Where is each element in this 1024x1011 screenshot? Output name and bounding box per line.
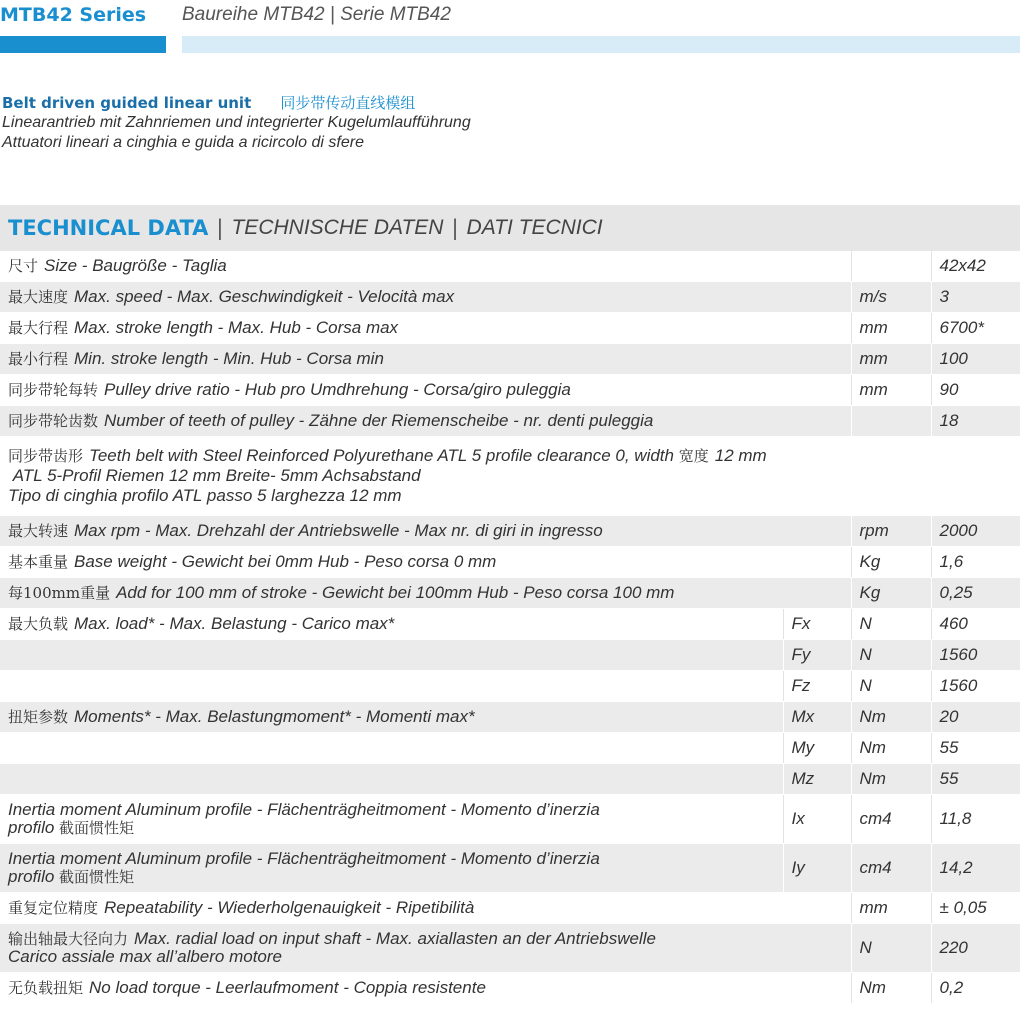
row-symbol: Ix — [783, 795, 851, 844]
row-unit: mm — [851, 893, 931, 924]
row-label-cn: 重复定位精度 — [8, 899, 99, 917]
description-line-it: Attuatori lineari a cinghia e guida a ricircolo di sfere — [2, 134, 364, 151]
row-value: 55 — [931, 733, 1020, 764]
row-label-cn: 最大速度 — [8, 288, 69, 306]
row-label-cn: 扭矩参数 — [8, 708, 69, 726]
row-unit: mm — [851, 375, 931, 406]
belt-row — [0, 437, 1020, 516]
row-symbol: My — [783, 733, 851, 764]
row-label: Add for 100 mm of stroke - Gewicht bei 100mm Hub - Peso corsa 100 mm — [116, 583, 675, 602]
row-unit: Kg — [851, 547, 931, 578]
table-row — [0, 344, 1020, 375]
inertia-label-cn: 截面惯性矩 — [59, 868, 135, 886]
belt-label-cn: 同步带齿形 — [8, 447, 84, 465]
row-value: 3 — [931, 282, 1020, 313]
heading-en: TECHNICAL DATA — [8, 216, 209, 240]
row-unit — [851, 406, 931, 437]
row-value: 0,25 — [931, 578, 1020, 609]
row-unit: Nm — [851, 764, 931, 795]
table-row — [0, 795, 1020, 844]
product-description — [2, 92, 471, 153]
row-symbol: Iy — [783, 844, 851, 893]
row-unit: N — [851, 924, 931, 973]
row-label-cn: 同步带轮齿数 — [8, 412, 99, 430]
row-label: Moments* - Max. Belastungmoment* - Momenti max* — [74, 707, 475, 726]
row-label: Max. radial load on input shaft - Max. axiallasten an der Antriebswelle — [134, 929, 656, 948]
row-value: 100 — [931, 344, 1020, 375]
row-label: Size - Baugröße - Taglia — [44, 256, 227, 275]
row-unit: m/s — [851, 282, 931, 313]
row-value: 1560 — [931, 640, 1020, 671]
inertia-label: Inertia moment Aluminum profile - Flächenträgheitmoment - Momento d’inerzia — [8, 849, 600, 868]
belt-line-2: ATL 5-Profil Riemen 12 mm Breite- 5mm Achsabstand — [12, 466, 421, 485]
row-unit — [851, 251, 931, 282]
row-label: Pulley drive ratio - Hub pro Umdhrehung - Corsa/giro puleggia — [104, 380, 571, 399]
table-row — [0, 764, 1020, 795]
row-unit: N — [851, 609, 931, 640]
row-value: 460 — [931, 609, 1020, 640]
row-label: Min. stroke length - Min. Hub - Corsa min — [74, 349, 384, 368]
row-label: Max. speed - Max. Geschwindigkeit - Velocità max — [74, 287, 455, 306]
inertia-label-cn: 截面惯性矩 — [59, 819, 135, 837]
row-value: 55 — [931, 764, 1020, 795]
row-label-cn: 基本重量 — [8, 553, 69, 571]
row-label-cn: 每100mm重量 — [8, 584, 111, 602]
row-symbol: Mz — [783, 764, 851, 795]
header-bar-light — [182, 36, 1020, 53]
row-symbol: Fy — [783, 640, 851, 671]
table-row — [0, 973, 1020, 1004]
header-bar-accent — [0, 36, 166, 53]
belt-width-cn: 宽度 — [678, 447, 709, 465]
spec-table — [0, 251, 1020, 1004]
row-unit: Nm — [851, 973, 931, 1004]
row-unit: mm — [851, 313, 931, 344]
row-symbol: Mx — [783, 702, 851, 733]
table-row — [0, 313, 1020, 344]
row-value: 14,2 — [931, 844, 1020, 893]
row-label: No load torque - Leerlaufmoment - Coppia resistente — [89, 978, 486, 997]
row-label: Max. load* - Max. Belastung - Carico max* — [74, 614, 395, 633]
table-row — [0, 547, 1020, 578]
row-value: 20 — [931, 702, 1020, 733]
row-label-cn: 输出轴最大径向力 — [8, 930, 129, 948]
row-label-cn: 最大负载 — [8, 615, 69, 633]
row-label: Repeatability - Wiederholgenauigkeit - Ripetibilità — [104, 898, 475, 917]
technical-data-table — [0, 205, 1020, 1004]
row-label-cn: 同步带轮每转 — [8, 381, 99, 399]
row-value: 1560 — [931, 671, 1020, 702]
row-unit: N — [851, 671, 931, 702]
table-row — [0, 406, 1020, 437]
technical-data-heading — [0, 205, 1020, 251]
row-value: ± 0,05 — [931, 893, 1020, 924]
row-unit: Nm — [851, 733, 931, 764]
row-unit: N — [851, 640, 931, 671]
row-unit: rpm — [851, 516, 931, 547]
row-unit: cm4 — [851, 844, 931, 893]
row-value: 42x42 — [931, 251, 1020, 282]
row-value: 2000 — [931, 516, 1020, 547]
table-row — [0, 609, 1020, 640]
inertia-label-2: profilo — [8, 867, 55, 886]
table-row — [0, 671, 1020, 702]
table-row — [0, 578, 1020, 609]
row-label: Base weight - Gewicht bei 0mm Hub - Peso corsa 0 mm — [74, 552, 497, 571]
header — [0, 0, 1024, 60]
row-label-cn: 最小行程 — [8, 350, 69, 368]
heading-separator: | — [451, 216, 459, 240]
row-symbol: Fz — [783, 671, 851, 702]
table-row — [0, 844, 1020, 893]
row-unit: mm — [851, 344, 931, 375]
belt-line-1: Teeth belt with Steel Reinforced Polyurethane ATL 5 profile clearance 0, width — [89, 446, 674, 465]
table-row — [0, 251, 1020, 282]
row-value: 0,2 — [931, 973, 1020, 1004]
row-label-2: Carico assiale max all’albero motore — [8, 947, 283, 966]
row-label-cn: 尺寸 — [8, 257, 39, 275]
row-value: 11,8 — [931, 795, 1020, 844]
table-row — [0, 893, 1020, 924]
description-title-en: Belt driven guided linear unit — [2, 94, 252, 112]
table-row — [0, 733, 1020, 764]
row-unit: cm4 — [851, 795, 931, 844]
table-row — [0, 924, 1020, 973]
row-label-cn: 无负载扭矩 — [8, 979, 84, 997]
row-label: Number of teeth of pulley - Zähne der Riemenscheibe - nr. denti puleggia — [104, 411, 654, 430]
heading-separator: | — [216, 216, 224, 240]
inertia-label-2: profilo — [8, 818, 55, 837]
row-value: 90 — [931, 375, 1020, 406]
row-value: 1,6 — [931, 547, 1020, 578]
row-value: 220 — [931, 924, 1020, 973]
belt-line-3: Tipo di cinghia profilo ATL passo 5 larghezza 12 mm — [8, 486, 402, 505]
description-title-cn: 同步带传动直线模组 — [280, 94, 416, 112]
row-label-cn: 最大行程 — [8, 319, 69, 337]
row-unit: Nm — [851, 702, 931, 733]
row-symbol: Fx — [783, 609, 851, 640]
inertia-label: Inertia moment Aluminum profile - Flächenträgheitmoment - Momento d’inerzia — [8, 800, 600, 819]
heading-it: DATI TECNICI — [466, 216, 603, 239]
description-line-de: Linearantrieb mit Zahnriemen und integrierter Kugelumlaufführung — [2, 114, 471, 131]
row-label: Max rpm - Max. Drehzahl der Antriebswelle - Max nr. di giri in ingresso — [74, 521, 603, 540]
row-value: 18 — [931, 406, 1020, 437]
table-row — [0, 375, 1020, 406]
row-value: 6700* — [931, 313, 1020, 344]
table-row — [0, 640, 1020, 671]
table-row — [0, 516, 1020, 547]
series-subtitle: Baureihe MTB42 | Serie MTB42 — [182, 4, 451, 25]
table-row — [0, 702, 1020, 733]
heading-de: TECHNISCHE DATEN — [231, 216, 444, 239]
table-row — [0, 282, 1020, 313]
belt-line-1-end: 12 mm — [714, 446, 767, 465]
row-label: Max. stroke length - Max. Hub - Corsa max — [74, 318, 399, 337]
row-label-cn: 最大转速 — [8, 522, 69, 540]
series-title: MTB42 Series — [0, 4, 147, 26]
row-unit: Kg — [851, 578, 931, 609]
